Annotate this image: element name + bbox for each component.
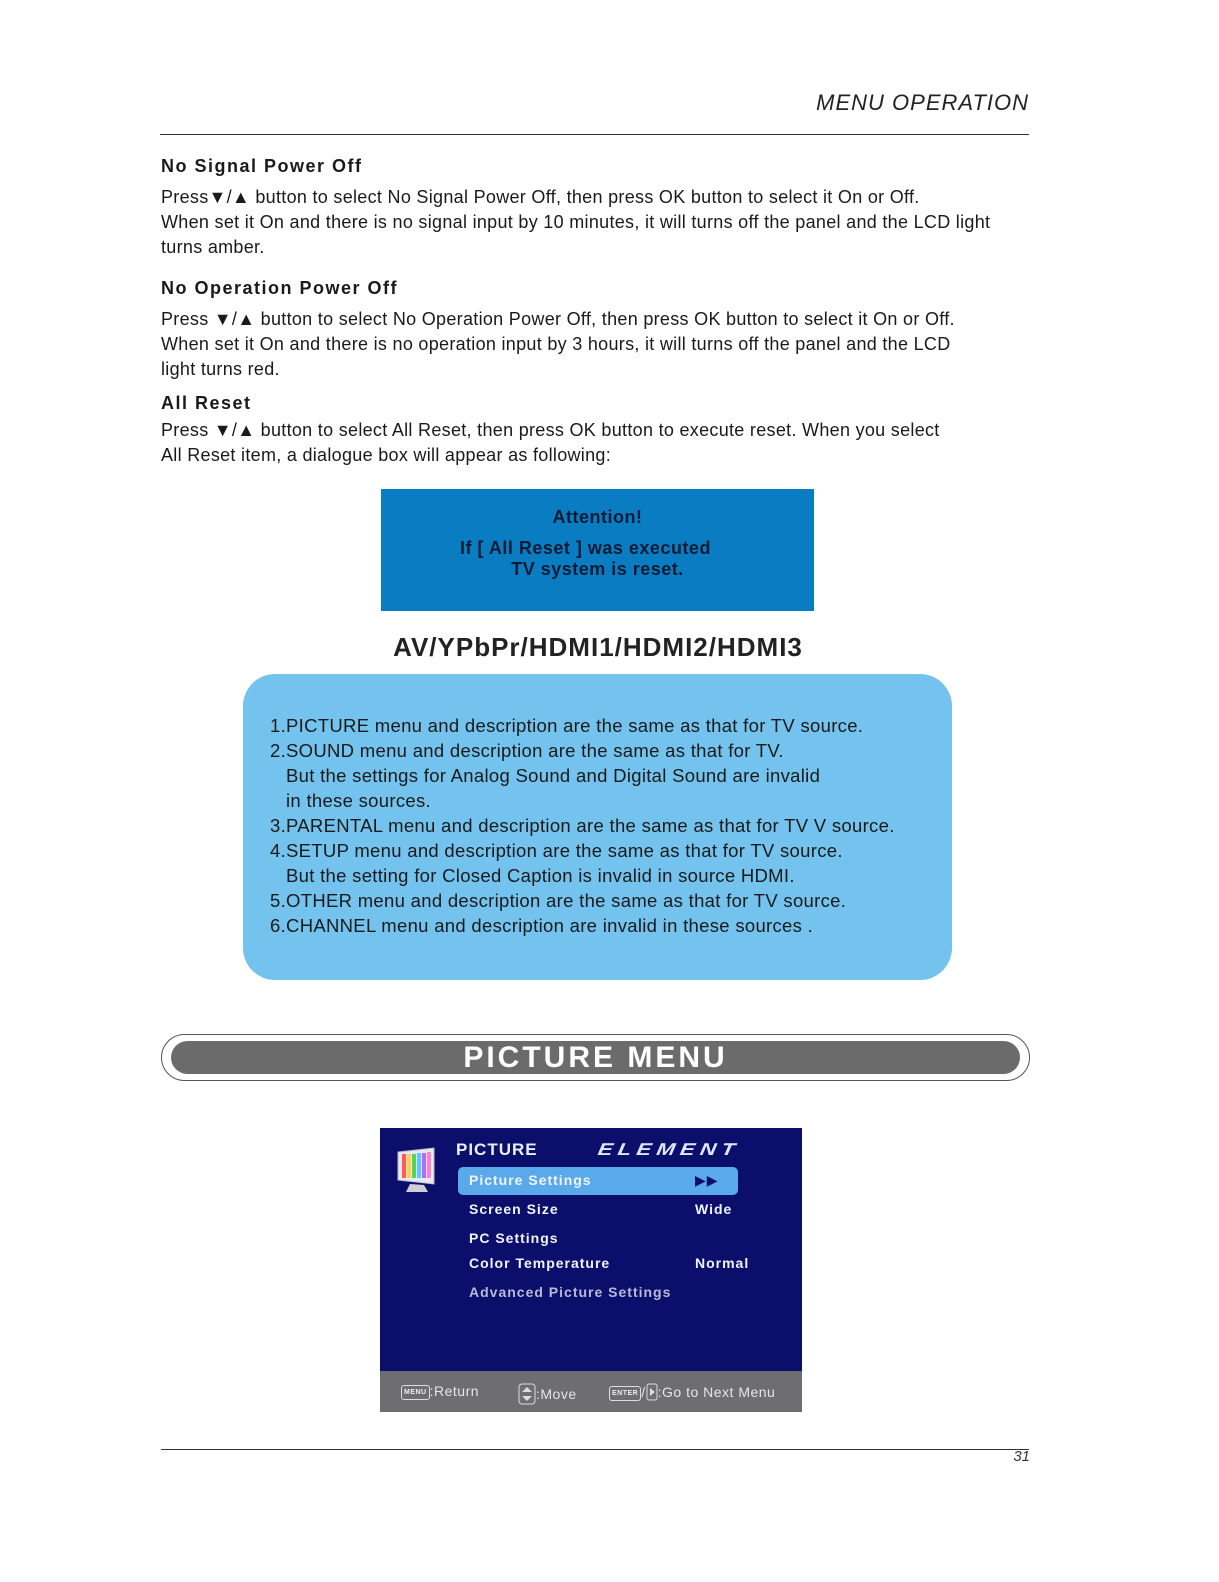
picture-monitor-icon bbox=[394, 1146, 440, 1201]
section-title-all-reset: All Reset bbox=[161, 393, 252, 413]
sources-info-box bbox=[243, 674, 952, 980]
enter-key-icon: ENTER bbox=[609, 1386, 641, 1401]
right-arrow-icon bbox=[646, 1383, 658, 1404]
osd-item-pc-settings[interactable] bbox=[458, 1225, 738, 1253]
osd-item-advanced-picture-settings[interactable] bbox=[458, 1279, 738, 1307]
paragraph-line: Press ▼/▲ button to select All Reset, then press OK button to execute reset. When you select bbox=[161, 420, 940, 440]
osd-menu-title: PICTURE bbox=[456, 1140, 538, 1159]
osd-item-label: Color Temperature bbox=[469, 1255, 611, 1271]
list-item: But the settings for Analog Sound and Digital Sound are invalid bbox=[286, 765, 821, 786]
list-item: 4.SETUP menu and description are the same as that for TV source. bbox=[270, 840, 843, 861]
osd-footer-hints bbox=[380, 1371, 802, 1412]
footer-divider bbox=[161, 1449, 1029, 1450]
paragraph-line: Press▼/▲ button to select No Signal Power Off, then press OK button to select it On or Off. bbox=[161, 187, 920, 207]
paragraph-line: All Reset item, a dialogue box will appear as following: bbox=[161, 445, 612, 465]
sources-notes-list bbox=[270, 713, 895, 938]
enter-submenu-icon: ▶▶ bbox=[695, 1172, 719, 1188]
attention-dialog bbox=[381, 489, 814, 611]
section-title-no-operation: No Operation Power Off bbox=[161, 278, 399, 298]
osd-item-picture-settings[interactable] bbox=[458, 1167, 738, 1195]
header-divider bbox=[160, 134, 1029, 135]
attention-line: TV system is reset. bbox=[511, 559, 684, 579]
banner-title: PICTURE MENU bbox=[171, 1041, 1020, 1074]
list-item: But the setting for Closed Caption is invalid in source HDMI. bbox=[286, 865, 795, 886]
up-down-arrow-icon bbox=[518, 1383, 536, 1408]
list-item: in these sources. bbox=[286, 790, 431, 811]
page-header-title: MENU OPERATION bbox=[816, 90, 1029, 115]
osd-item-color-temperature[interactable] bbox=[458, 1250, 750, 1278]
page-number: 31 bbox=[1013, 1448, 1030, 1465]
hint-return bbox=[401, 1383, 479, 1400]
attention-title: Attention! bbox=[552, 507, 643, 527]
section-body-no-operation bbox=[161, 307, 1061, 382]
osd-item-value: Normal bbox=[695, 1255, 750, 1271]
hint-label: :Move bbox=[536, 1386, 577, 1403]
list-item: 2.SOUND menu and description are the same as that for TV. bbox=[270, 740, 784, 761]
section-body-no-signal bbox=[161, 185, 1061, 260]
sources-title: AV/YPbPr/HDMI1/HDMI2/HDMI3 bbox=[393, 632, 803, 662]
hint-label: :Return bbox=[429, 1383, 480, 1399]
attention-line: If [ All Reset ] was executed bbox=[460, 538, 711, 558]
picture-menu-banner bbox=[161, 1034, 1030, 1081]
hint-label: :Go to Next Menu bbox=[657, 1384, 776, 1401]
list-item: 1.PICTURE menu and description are the same as that for TV source. bbox=[270, 715, 864, 736]
menu-key-icon: MENU bbox=[401, 1385, 430, 1400]
osd-item-value: Wide bbox=[695, 1201, 733, 1217]
section-body-all-reset bbox=[161, 418, 1061, 468]
paragraph-line: turns amber. bbox=[161, 237, 265, 257]
tv-osd-picture-menu bbox=[380, 1128, 802, 1412]
paragraph-line: When set it On and there is no operation input by 3 hours, it will turns off the panel and the LCD bbox=[161, 334, 951, 354]
list-item: 6.CHANNEL menu and description are invalid in these sources . bbox=[270, 915, 814, 936]
list-item: 5.OTHER menu and description are the same as that for TV source. bbox=[270, 890, 847, 911]
hint-next-menu: ENTER / :Go to Next Menu bbox=[609, 1383, 775, 1404]
paragraph-line: light turns red. bbox=[161, 359, 280, 379]
osd-item-label: PC Settings bbox=[469, 1230, 559, 1246]
osd-item-label: Screen Size bbox=[469, 1201, 559, 1217]
paragraph-line: When set it On and there is no signal input by 10 minutes, it will turns off the panel and the LCD light bbox=[161, 212, 991, 232]
osd-item-label: Picture Settings bbox=[469, 1172, 592, 1188]
section-title-no-signal: No Signal Power Off bbox=[161, 156, 363, 176]
osd-item-screen-size[interactable] bbox=[458, 1196, 738, 1224]
brand-logo: ELEMENT bbox=[596, 1140, 742, 1159]
paragraph-line: Press ▼/▲ button to select No Operation Power Off, then press OK button to select it On or Off. bbox=[161, 309, 955, 329]
osd-item-label: Advanced Picture Settings bbox=[469, 1284, 672, 1300]
hint-move bbox=[518, 1383, 577, 1408]
list-item: 3.PARENTAL menu and description are the same as that for TV V source. bbox=[270, 815, 895, 836]
